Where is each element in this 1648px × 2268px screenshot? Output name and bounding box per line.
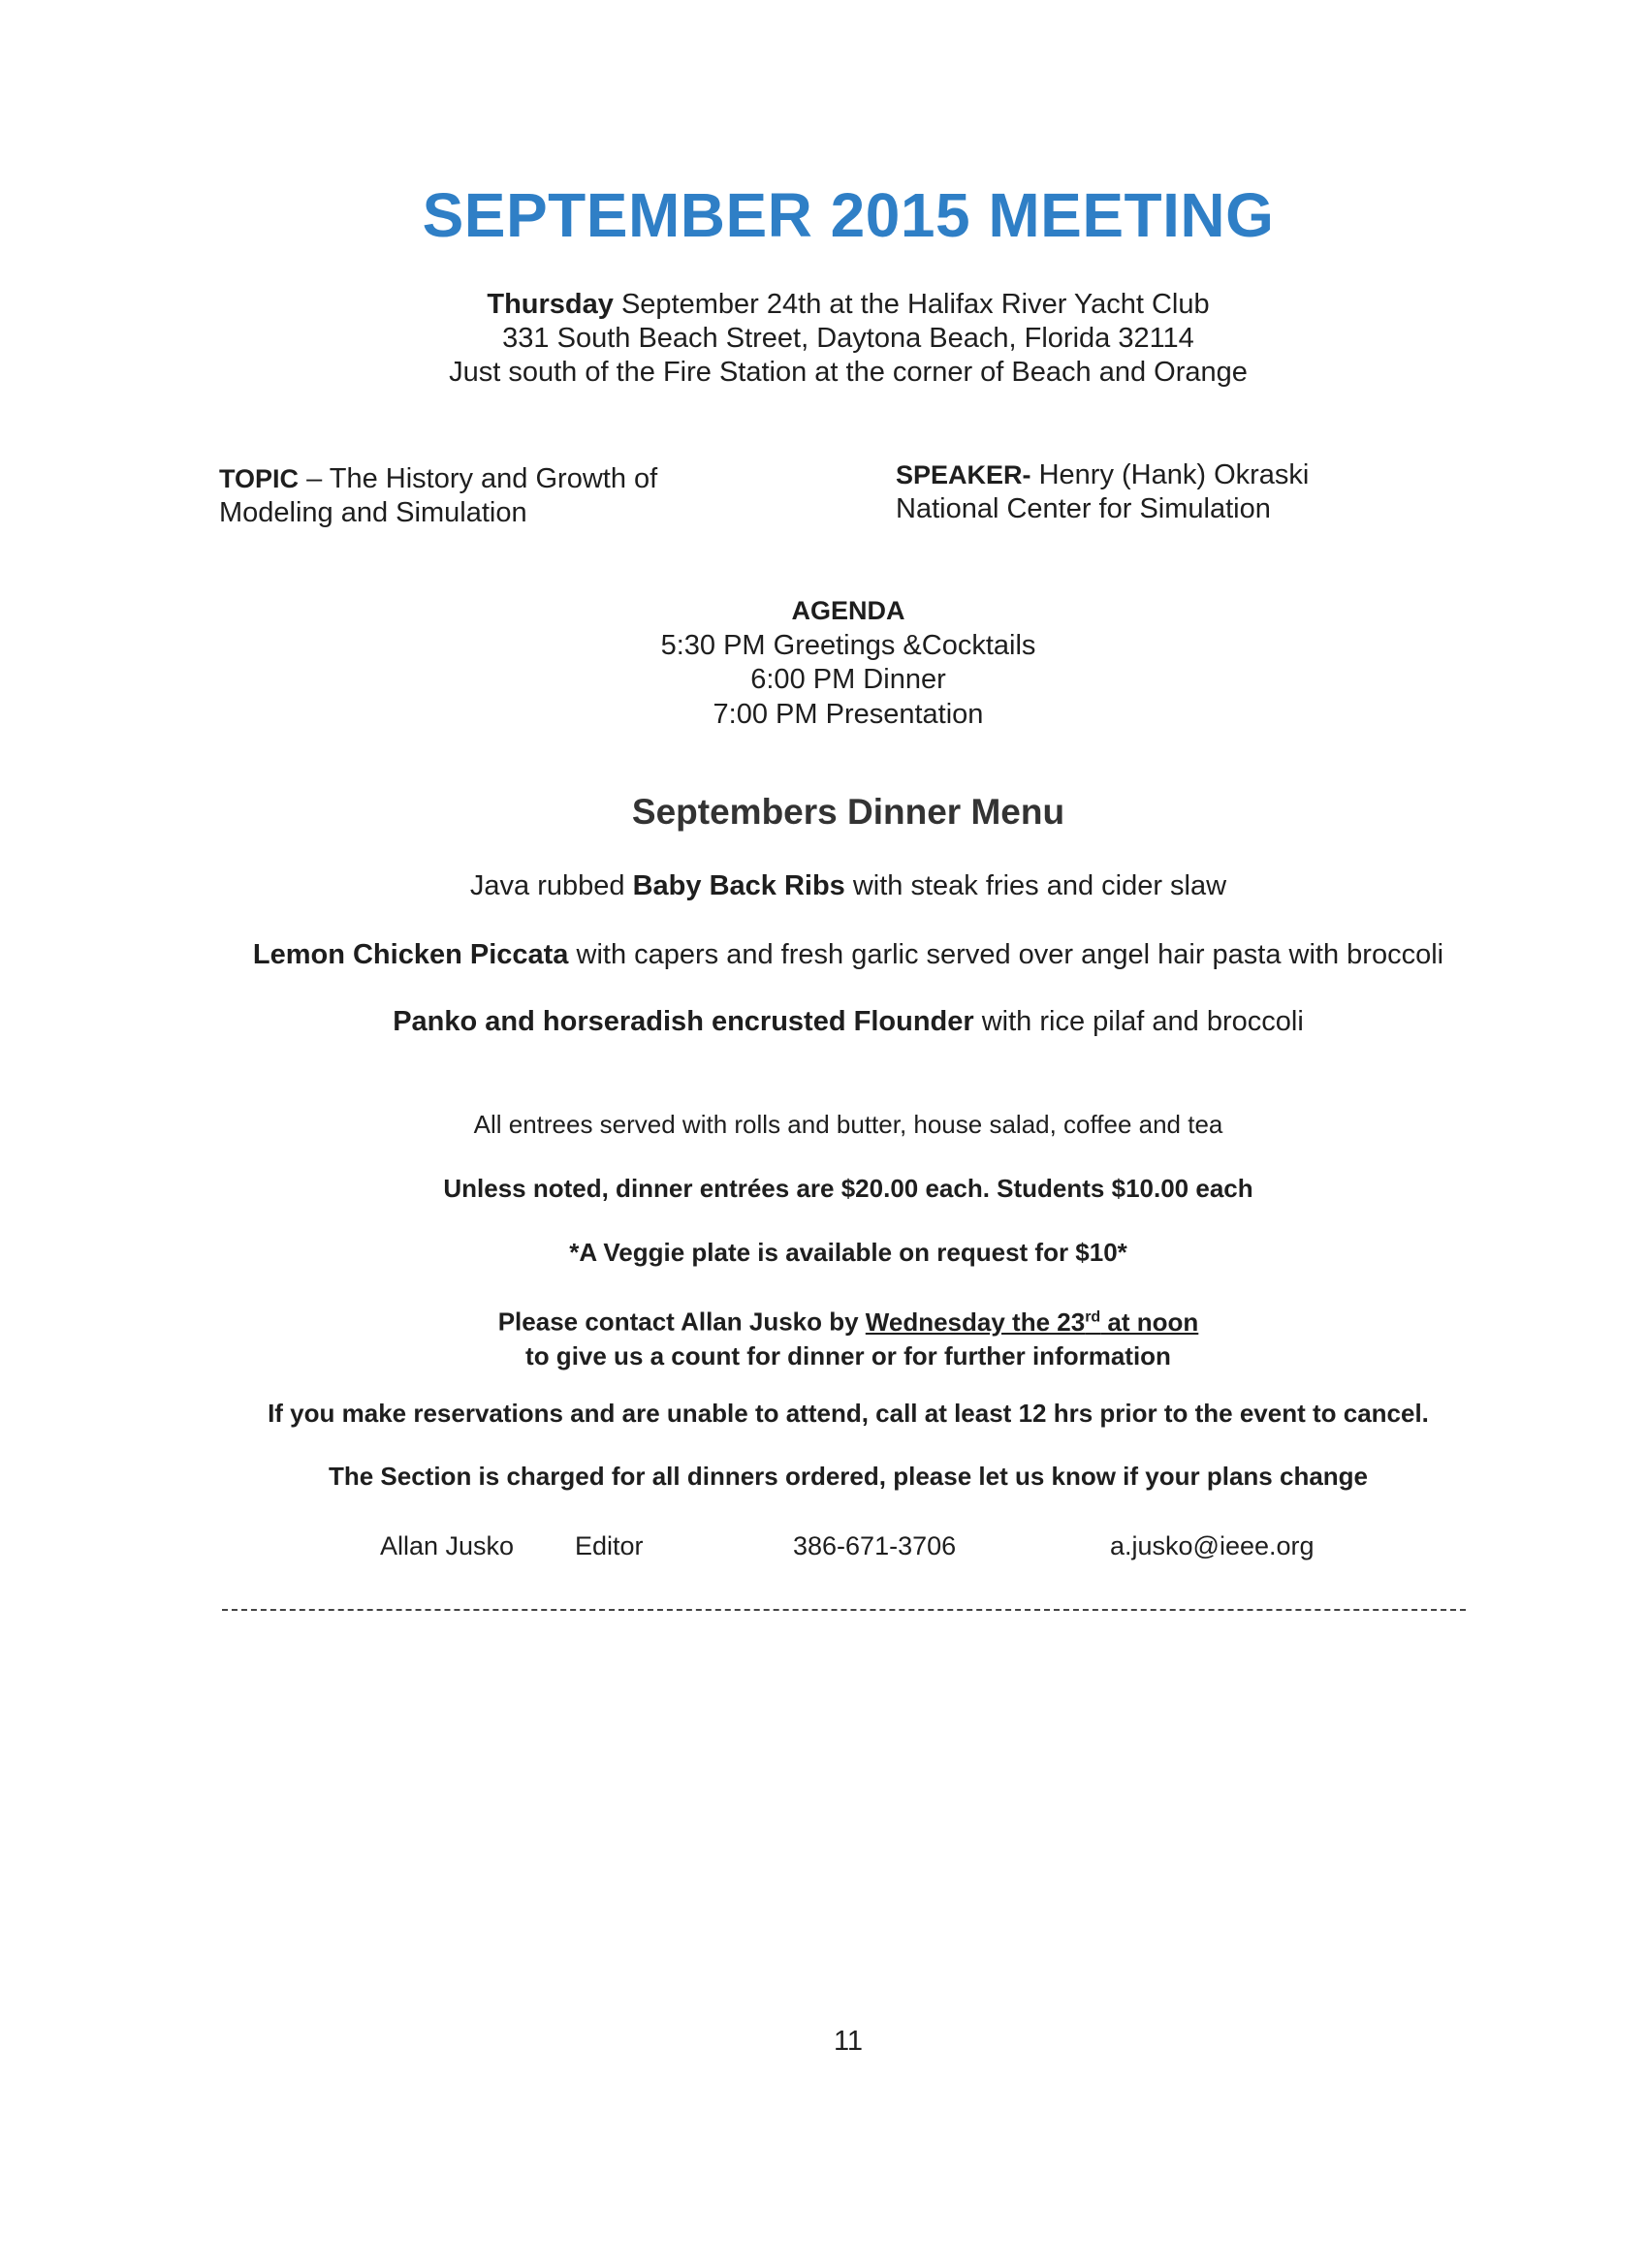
agenda-item: 7:00 PM Presentation (713, 698, 984, 730)
menu-item (0, 870, 1648, 902)
agenda-item: 6:00 PM Dinner (750, 664, 946, 695)
venue-date-line (0, 288, 1648, 322)
venue-directions: Just south of the Fire Station at the corner of Beach and Orange (449, 357, 1248, 388)
editor-role: Editor (575, 1531, 644, 1560)
page-title: SEPTEMBER 2015 MEETING (422, 180, 1275, 250)
reservation-note: If you make reservations and are unable to attend, call at least 12 hrs prior to the event to cancel. (268, 1399, 1429, 1428)
topic-dash: – (299, 463, 330, 494)
contact-deadline-day: Wednesday the 23 (865, 1307, 1086, 1337)
menu-item-pre: Java rubbed (469, 870, 633, 901)
speaker-name: Henry (Hank) Okraski (1030, 459, 1310, 490)
dashed-divider (222, 1609, 1466, 1611)
editor-name: Allan Jusko (380, 1531, 515, 1560)
speaker-org: National Center for Simulation (896, 493, 1271, 524)
contact-note (0, 1300, 1648, 1373)
menu-item-post: with steak fries and cider slaw (844, 870, 1227, 901)
contact-line2: to give us a count for dinner or for further information (525, 1340, 1171, 1370)
menu-item (0, 939, 1648, 971)
topic-label: TOPIC (219, 464, 300, 493)
topic-block (219, 462, 657, 530)
speaker-label: SPEAKER- (896, 460, 1031, 489)
speaker-block (896, 458, 1309, 526)
agenda-heading: AGENDA (791, 596, 905, 625)
contact-deadline (866, 1307, 1198, 1337)
menu-item (0, 1006, 1648, 1038)
menu-item-dish: Baby Back Ribs (632, 870, 845, 901)
venue-day: Thursday (487, 289, 614, 320)
agenda-item: 5:30 PM Greetings &Cocktails (660, 629, 1036, 661)
venue-date-place: September 24th at the Halifax River Yacht Club (613, 289, 1210, 320)
entrees-note: All entrees served with rolls and butter, house salad, coffee and tea (473, 1110, 1223, 1139)
venue-block (0, 288, 1648, 390)
venue-address: 331 South Beach Street, Daytona Beach, Florida 32114 (502, 323, 1194, 354)
menu-title: Septembers Dinner Menu (631, 792, 1065, 832)
contact-pre: Please contact Allan Jusko by (497, 1307, 866, 1337)
editor-email: a.jusko@ieee.org (1110, 1531, 1315, 1560)
topic-line1: The History and Growth of (329, 463, 658, 494)
agenda-block (0, 594, 1648, 732)
charged-note: The Section is charged for all dinners ordered, please let us know if your plans change (328, 1462, 1369, 1491)
menu-item-dish: Lemon Chicken Piccata (252, 939, 569, 970)
menu-item-dish: Panko and horseradish encrusted Flounder (393, 1006, 974, 1037)
editor-phone: 386-671-3706 (793, 1531, 957, 1560)
contact-deadline-suffix: rd (1085, 1308, 1101, 1325)
menu-item-post: with rice pilaf and broccoli (973, 1006, 1304, 1037)
menu-item-post: with capers and fresh garlic served over angel hair pasta with broccoli (568, 939, 1444, 970)
veggie-note: *A Veggie plate is available on request for $10* (569, 1238, 1127, 1267)
page-number: 11 (833, 2026, 864, 2057)
price-note: Unless noted, dinner entrées are $20.00 each. Students $10.00 each (443, 1174, 1253, 1203)
contact-deadline-time: at noon (1100, 1307, 1199, 1337)
topic-line2: Modeling and Simulation (219, 497, 527, 528)
